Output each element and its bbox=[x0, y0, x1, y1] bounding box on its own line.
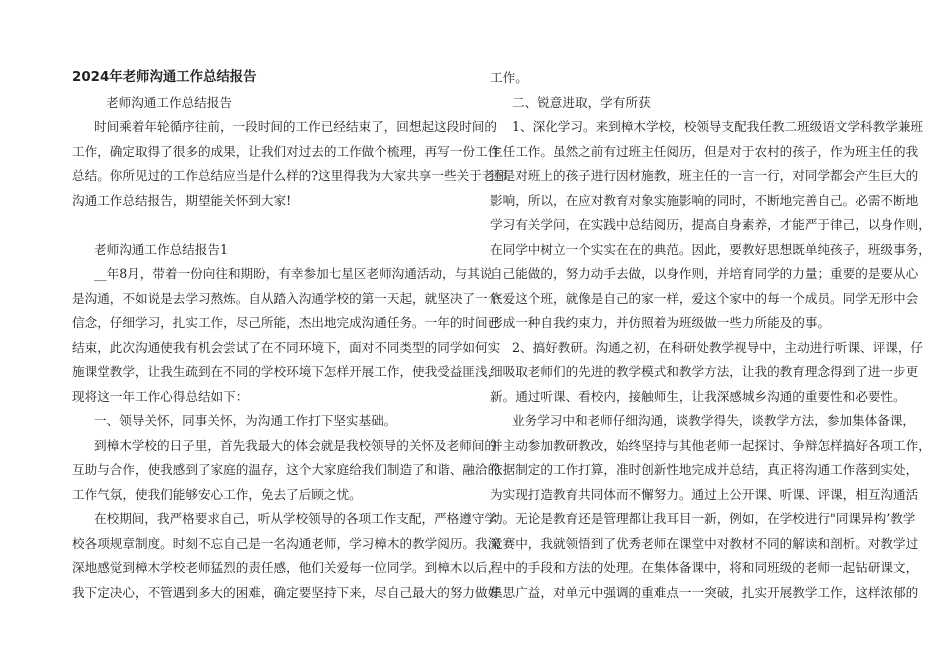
text-line: 老师沟通工作总结报告1 bbox=[94, 241, 228, 257]
text-line: 依据制定的工作打算，准时创新性地完成并总结，真正将沟通工作落到实处， bbox=[490, 462, 919, 477]
text-line: 主任工作。虽然之前有过班主任阅历，但是对于农村的孩子，作为班主任的我 bbox=[490, 143, 919, 159]
text-line: 现将这一年工作心得总结如下： bbox=[72, 388, 249, 404]
text-line: 在校期间，我严格要求自己，听从学校领导的各项工作支配，严格遵守学 bbox=[94, 511, 497, 526]
text-line: 1、深化学习。来到樟木学校，校领导支配我任教二班级语文学科教学兼班 bbox=[512, 119, 924, 134]
text-line: 形成一种自我约束力，并仿照着为班级做一些力所能及的事。 bbox=[490, 315, 831, 330]
text-line: 细吸取老师们的先进的教学模式和教学方法，让我的教育理念得到了进一步更 bbox=[490, 364, 919, 379]
text-line: 沟通工作总结报告，期望能关怀到大家! bbox=[72, 192, 292, 208]
text-line: 程中的手段和方法的处理。在集体备课中，将和同班级的老师一起钻研课文， bbox=[490, 560, 919, 575]
text-line: 新。通过听课、看校内，接触师生，让我深感城乡沟通的重要性和必要性。 bbox=[490, 388, 906, 404]
left-column bbox=[72, 66, 507, 605]
text-line: 校各项规章制度。时刻不忘自己是一名沟通老师，学习樟木的教学阅历。我深 bbox=[72, 535, 501, 551]
text-line bbox=[72, 213, 460, 238]
text-line: 工作气氛，使我们能够安心工作，免去了后顾之忧。 bbox=[72, 486, 362, 502]
text-line: 到樟木学校的日子里，首先我最大的体会就是我校领导的关怀及老师间的 bbox=[94, 437, 497, 453]
text-line: 是沟通，不如说是去学习熬炼。自从踏入沟通学校的第一天起，就坚决了一个 bbox=[72, 290, 501, 306]
text-line: 老师沟通工作总结报告 bbox=[106, 94, 232, 110]
text-line: 在同学中树立一个实实在在的典范。因此，要教好思想既单纯孩子，班级事务， bbox=[490, 241, 931, 257]
text-line: 竞赛中，我就领悟到了优秀老师在课堂中对教材不同的解读和剖析。对教学过 bbox=[490, 535, 919, 551]
text-line: 二、锐意进取，学有所获 bbox=[512, 94, 651, 110]
text-line: 为实现打造教育共同体而不懈努力。通过上公开课、听课、评课，相互沟通活 bbox=[490, 486, 919, 502]
text-line: 2、搞好教研。沟通之初，在科研处教学视导中，主动进行听课、评课，仔 bbox=[512, 339, 924, 355]
text-line: 集思广益，对单元中强调的重难点一一突破，扎实开展教学工作，这样浓郁的 bbox=[490, 584, 919, 600]
text-line: 我下定决心，不管遇到多大的困难，确定要坚持下来，尽自己最大的努力做好 bbox=[72, 584, 501, 600]
text-line: 一、领导关怀，同事关怀，为沟通工作打下坚实基础。 bbox=[94, 413, 397, 428]
text-line: 并主动参加教研教改，始终坚持与其他老师一起探讨、争辩怎样搞好各项工作， bbox=[490, 437, 931, 453]
text-line: 业务学习中和老师仔细沟通，谈教学得失，谈教学方法，参加集体备课， bbox=[512, 413, 915, 428]
text-line: 还是对班上的孩子进行因材施教，班主任的一言一行，对同学都会产生巨大的 bbox=[490, 168, 919, 183]
text-line: 深地感觉到樟木学校老师猛烈的责任感，他们关爱每一位同学。到樟木以后， bbox=[72, 560, 501, 575]
text-line: 结束，此次沟通使我有机会尝试了在不同环境下，面对不同类型的同学如何实 bbox=[72, 339, 501, 355]
text-line: 施课堂教学，让我生疏到在不同的学校环境下怎样开展工作，使我受益匪浅， bbox=[72, 364, 501, 379]
document-title: 2024年老师沟通工作总结报告 bbox=[72, 70, 257, 85]
text-line: 动。无论是教育还是管理都让我耳目一新，例如，在学校进行"同课异构’教学 bbox=[490, 511, 916, 526]
text-line: 工作。 bbox=[490, 70, 528, 85]
text-line: 互助与合作，使我感到了家庭的温存，这个大家庭给我们制造了和谐、融洽的 bbox=[72, 462, 501, 477]
text-line: 总结。你所见过的工作总结应当是什么样的?这里得我为大家共享一些关于老师 bbox=[72, 168, 507, 183]
text-line: 自己能做的，努力动手去做，以身作则，并培育同学的力量；重要的是要从心 bbox=[490, 266, 919, 281]
text-line: 底爱这个班，就像是自己的家一样，爱这个家中的每一个成员。同学无形中会 bbox=[490, 290, 919, 306]
text-line: 信念，仔细学习，扎实工作，尽己所能，杰出地完成沟通任务。一年的时间已 bbox=[72, 315, 501, 330]
text-line: 影响，所以，在应对教育对象实施影响的同时，不断地完善自己。必需不断地 bbox=[490, 192, 919, 208]
text-line: __年8月，带着一份向往和期盼，有幸参加七星区老师沟通活动，与其说 bbox=[94, 266, 493, 281]
right-column bbox=[490, 66, 931, 605]
text-line: 时间乘着年轮循序往前，一段时间的工作已经结束了，回想起这段时间的 bbox=[94, 119, 497, 134]
text-line: 工作，确定取得了很多的成果，让我们对过去的工作做个梳理，再写一份工作 bbox=[72, 143, 501, 159]
text-line: 学习有关学问，在实践中总结阅历，提高自身素养，才能严于律己，以身作则， bbox=[490, 217, 931, 232]
